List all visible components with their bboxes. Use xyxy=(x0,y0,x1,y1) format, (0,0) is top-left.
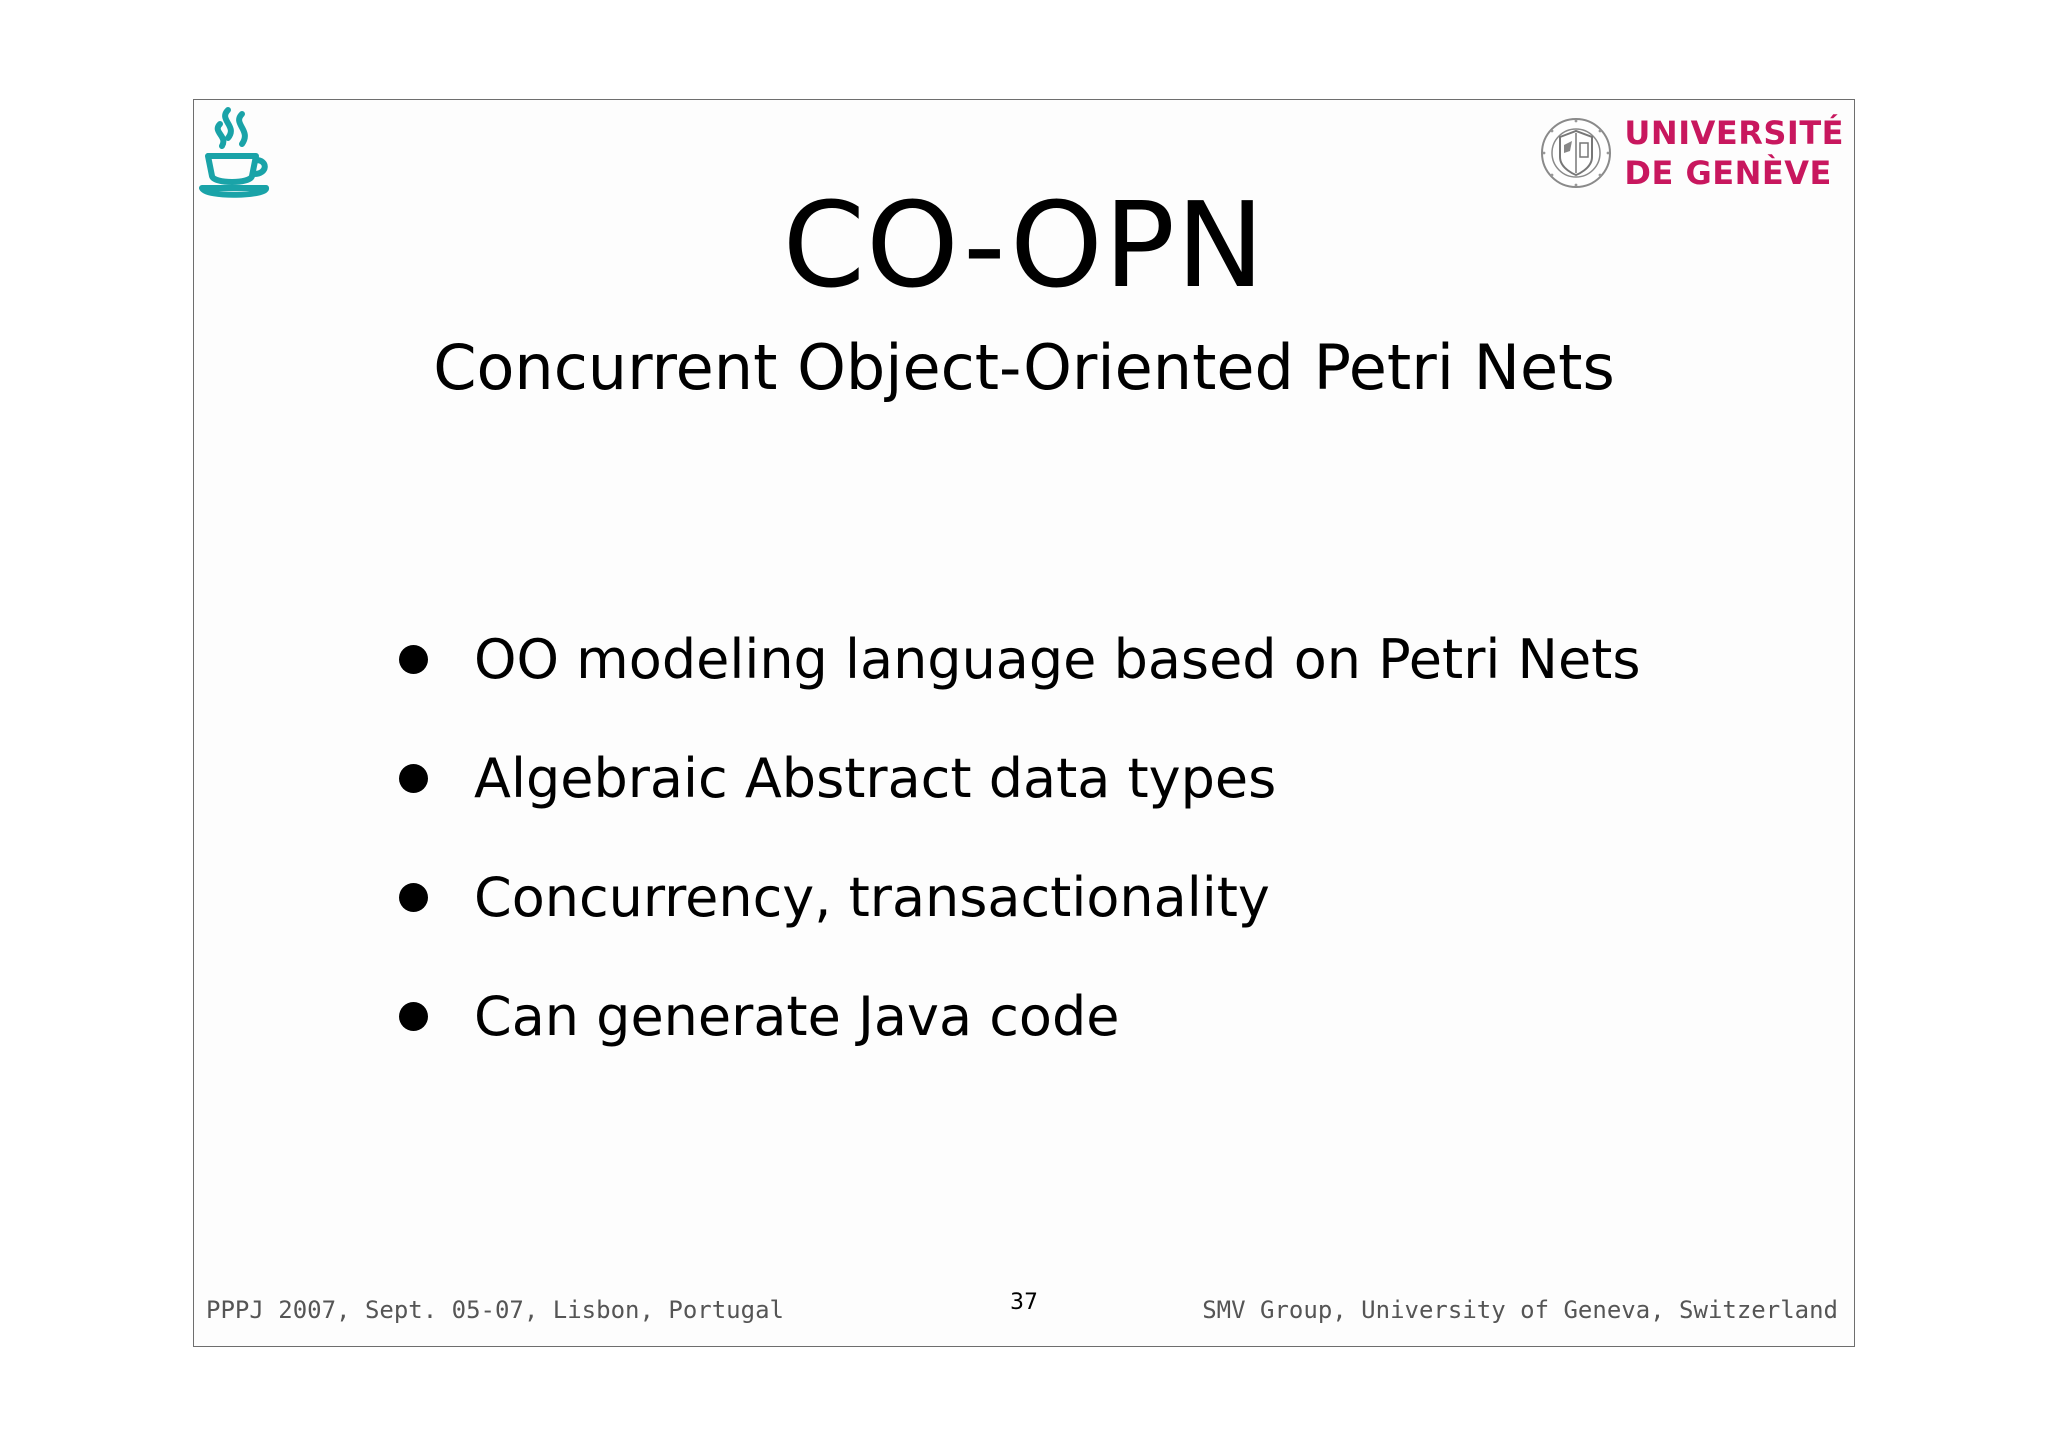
bullet-text: Algebraic Abstract data types xyxy=(474,747,1277,810)
bullet-item xyxy=(399,838,1640,957)
slide-subtitle: Concurrent Object-Oriented Petri Nets xyxy=(433,331,1615,404)
university-name-line2: DE GENÈVE xyxy=(1624,154,1832,192)
slide-title: CO-OPN xyxy=(782,176,1266,314)
bullet-dot-icon xyxy=(399,883,428,912)
bullet-dot-icon xyxy=(399,645,428,674)
bullet-item xyxy=(399,957,1640,1076)
bullet-dot-icon xyxy=(399,764,428,793)
bullet-text: OO modeling language based on Petri Nets xyxy=(474,628,1641,691)
bullet-list xyxy=(399,600,1640,1076)
slide xyxy=(193,99,1855,1347)
footer-affiliation: SMV Group, University of Geneva, Switzerland xyxy=(1202,1296,1838,1324)
bullet-dot-icon xyxy=(399,1002,428,1031)
page-number: 37 xyxy=(1010,1290,1038,1315)
footer-conference: PPPJ 2007, Sept. 05-07, Lisbon, Portugal xyxy=(206,1296,784,1324)
bullet-item xyxy=(399,719,1640,838)
bullet-text: Concurrency, transactionality xyxy=(474,866,1270,929)
bullet-item xyxy=(399,600,1640,719)
university-name-line1: UNIVERSITÉ xyxy=(1624,114,1844,152)
bullet-text: Can generate Java code xyxy=(474,985,1120,1048)
